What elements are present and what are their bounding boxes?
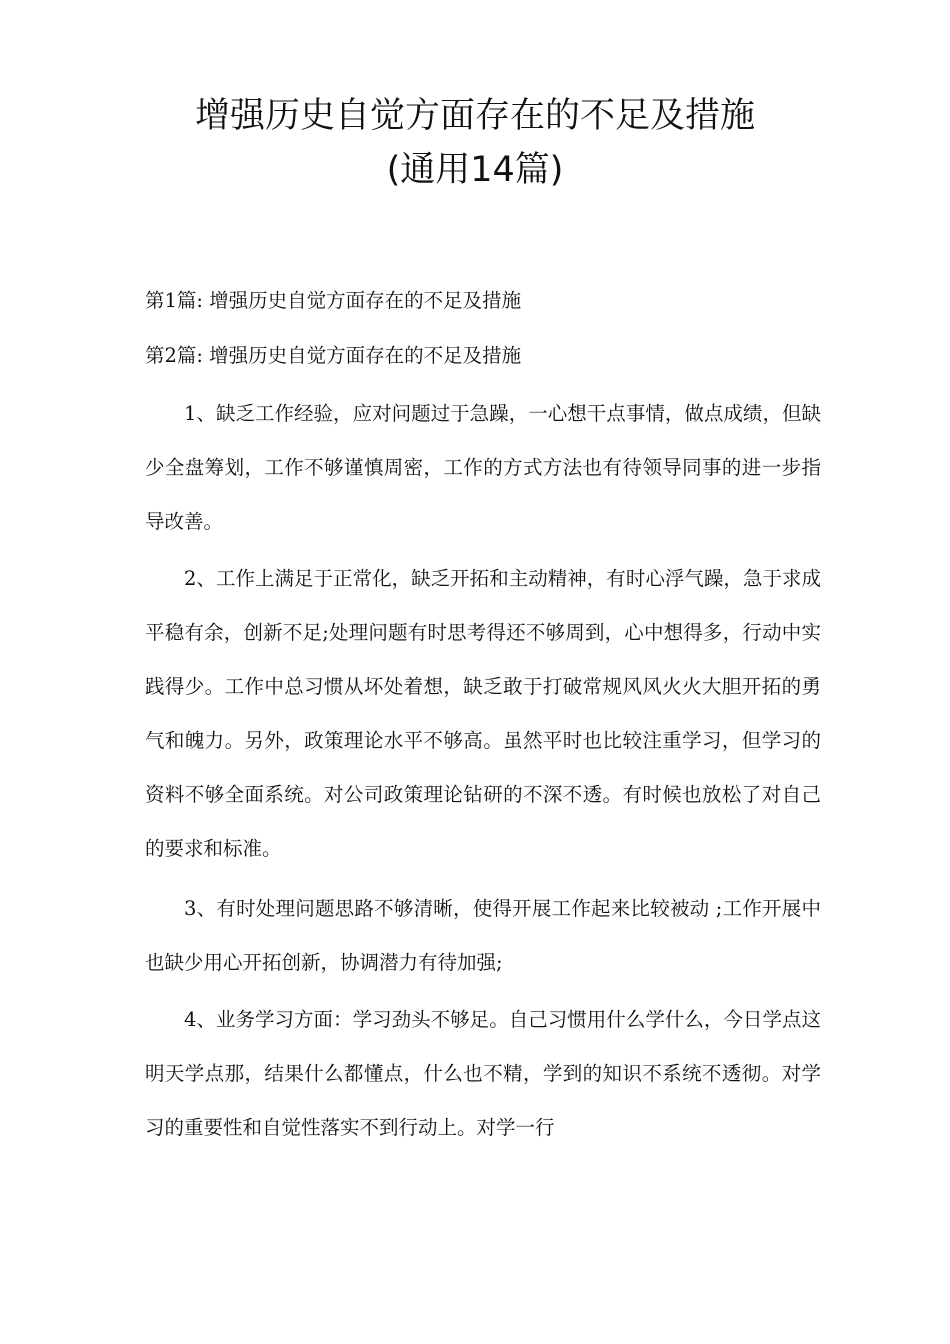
paragraph-4: 4、业务学习方面：学习劲头不够足。自己习惯用什么学什么，今日学点这明天学点那，结果什么都懂点，什么也不精，学到的知识不系统不透彻。对学习的重要性和自觉性落实不到行动上。对学一行 bbox=[145, 1008, 821, 1139]
document-subtitle: (通用14篇) bbox=[386, 150, 564, 190]
document-title: 增强历史自觉方面存在的不足及措施 bbox=[194, 96, 755, 136]
toc-entry-2: 第2篇: 增强历史自觉方面存在的不足及措施 bbox=[145, 344, 522, 367]
paragraph-2: 2、工作上满足于正常化，缺乏开拓和主动精神，有时心浮气躁，急于求成平稳有余，创新不足;处理问题有时思考得还不够周到，心中想得多，行动中实践得少。工作中总习惯从坏处着想，缺乏敢于打破常规风风火火大胆开拓的勇气和魄力。另外，政策理论水平不够高。虽然平时也比较注重学习，但学习的资料不够全面系统。对公司政策理论钻研的不深不透。有时候也放松了对自己的要求和标准。 bbox=[145, 567, 821, 860]
paragraph-3: 3、有时处理问题思路不够清晰，使得开展工作起来比较被动 ;工作开展中也缺少用心开拓创新，协调潜力有待加强; bbox=[145, 897, 821, 974]
paragraph-1: 1、缺乏工作经验，应对问题过于急躁，一心想干点事情，做点成绩，但缺少全盘筹划，工作不够谨慎周密，工作的方式方法也有待领导同事的进一步指导改善。 bbox=[145, 402, 821, 533]
toc-entry-1: 第1篇: 增强历史自觉方面存在的不足及措施 bbox=[145, 289, 522, 312]
